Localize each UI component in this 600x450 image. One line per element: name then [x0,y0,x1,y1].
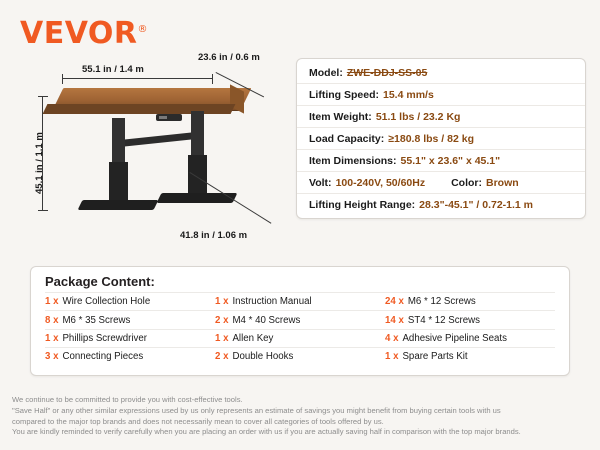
list-item [215,347,385,365]
package-item-label: M6 * 12 Screws [407,296,476,308]
package-item-label: Allen Key [232,332,274,344]
spec-value: ZWE-DDJ-SS-05 [346,66,428,79]
package-item-qty: 1 x [45,296,59,308]
dim-line-width [62,78,212,79]
spec-row-lifting-height-range [297,194,585,215]
spec-value: ≥180.8 lbs / 82 kg [388,132,474,145]
package-item-qty: 24 x [385,296,404,308]
desk-leg-lower-left [109,162,128,204]
desk-support-beam [120,132,196,147]
spec-row-item-dimensions [297,150,585,172]
dim-label-depth-top: 23.6 in / 0.6 m [198,52,260,63]
package-item-qty: 8 x [45,314,59,326]
package-content-grid [45,292,555,366]
list-item [385,347,555,365]
package-item-label: Wire Collection Hole [62,296,151,308]
dim-label-depth-bottom: 41.8 in / 1.06 m [180,230,248,241]
package-item-label: M4 * 40 Screws [232,314,301,326]
package-item-label: Instruction Manual [232,296,312,308]
package-content-title: Package Content: [45,274,155,289]
footer-disclaimer [12,395,590,438]
list-item [385,292,555,310]
package-item-label: Phillips Screwdriver [62,332,147,344]
package-item-label: Adhesive Pipeline Seats [402,332,507,344]
spec-value: 100-240V, 50/60Hz [335,176,426,189]
brand-name: VEVOR [20,16,138,51]
package-item-qty: 3 x [45,351,59,363]
package-item-qty: 1 x [215,332,229,344]
package-item-qty: 2 x [215,351,229,363]
footer-line-3: compared to the major top brands and does not necessarily mean to cover all categories of tools offered by us. [12,416,384,426]
spec-key: Lifting Speed: [309,88,379,101]
desk-top-front-edge [43,104,236,114]
spec-row-volt-color [297,172,585,194]
product-illustration [20,52,290,257]
spec-row-load-capacity [297,128,585,150]
list-item [215,292,385,310]
spec-key: Load Capacity: [309,132,385,145]
spec-value: 28.3"-45.1" / 0.72-1.1 m [419,198,534,211]
spec-value: 15.4 mm/s [383,88,434,101]
footer-line-4: You are kindly reminded to verify carefully when you are placing an order with us if you are actually saving half in comparison with the top major brands. [12,427,521,437]
package-content-panel [30,266,570,376]
package-item-qty: 14 x [385,314,404,326]
brand-logo [20,16,148,51]
footer-line-2: "Save Half" or any other similar expressions used by us only represents an estimate of savings you might benefit from buying certain tools with us [12,405,501,415]
list-item [45,329,215,347]
control-panel-icon [156,114,182,121]
spec-key: Volt: [309,176,332,189]
list-item [45,292,215,310]
package-item-label: Connecting Pieces [62,351,144,363]
package-item-label: ST4 * 12 Screws [407,314,481,326]
package-item-label: Spare Parts Kit [402,351,468,363]
spec-key: Item Dimensions: [309,154,397,167]
dim-tick-height-bottom [38,210,48,211]
spec-row-model [297,62,585,84]
spec-key: Lifting Height Range: [309,198,416,211]
dim-tick-width-right [212,74,213,84]
list-item [45,347,215,365]
desk-foot-left [78,200,159,210]
list-item [215,310,385,328]
package-item-qty: 2 x [215,314,229,326]
list-item [45,310,215,328]
spec-row-lifting-speed [297,84,585,106]
list-item [215,329,385,347]
package-item-qty: 1 x [215,296,229,308]
dim-tick-height-top [38,96,48,97]
list-item [385,310,555,328]
spec-key: Item Weight: [309,110,372,123]
package-item-qty: 4 x [385,332,399,344]
spec-value-color: Brown [486,176,519,189]
package-item-qty: 1 x [385,351,399,363]
footer-line-1: We continue to be committed to provide you with cost-effective tools. [12,395,243,404]
spec-row-item-weight [297,106,585,128]
spec-key: Model: [309,66,343,79]
specifications-panel [296,58,586,219]
package-item-qty: 1 x [45,332,59,344]
spec-key-color: Color: [451,176,483,189]
registered-mark: ® [137,24,149,35]
package-item-label: Double Hooks [232,351,294,363]
spec-value: 55.1" x 23.6" x 45.1" [400,154,501,167]
dim-label-height-left: 45.1 in / 1.1 m [34,132,45,194]
list-item [385,329,555,347]
dim-tick-width-left [62,74,63,84]
package-item-label: M6 * 35 Screws [62,314,131,326]
spec-value: 51.1 lbs / 23.2 Kg [375,110,461,123]
dim-label-width-top: 55.1 in / 1.4 m [82,64,144,75]
